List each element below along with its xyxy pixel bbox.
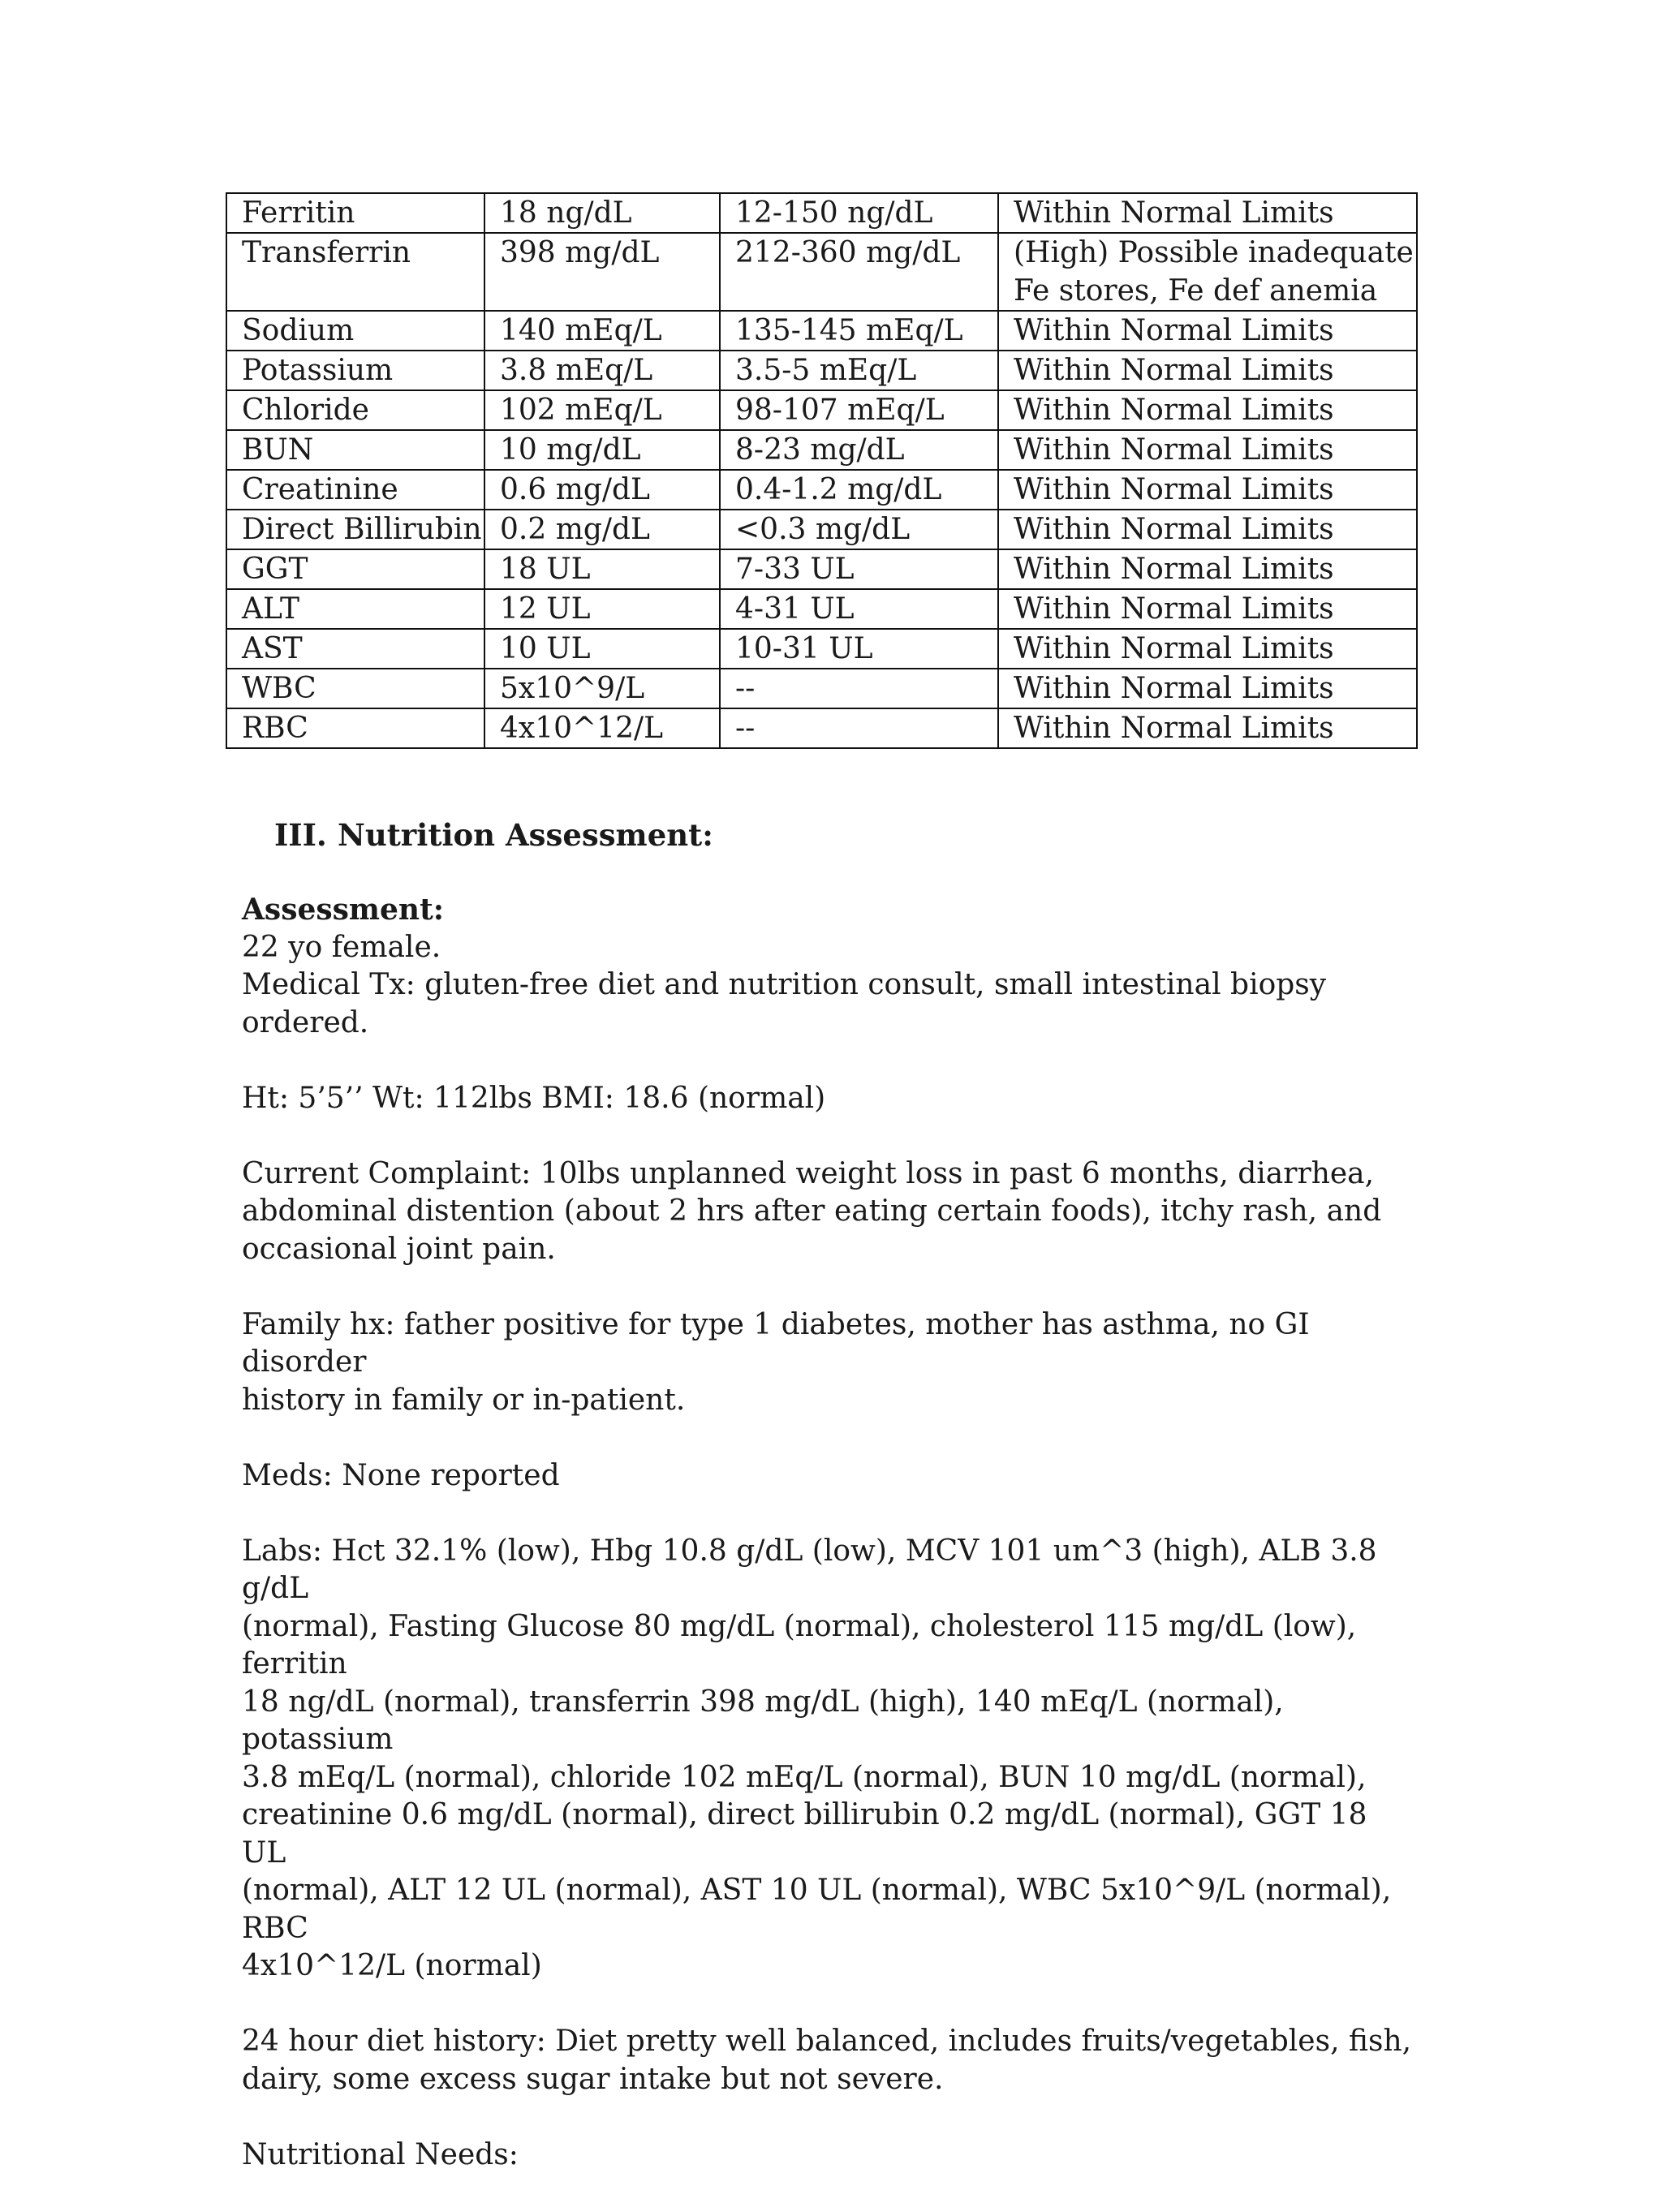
lab-name-cell: WBC	[226, 669, 484, 708]
lab-range-cell: <0.3 mg/dL	[720, 510, 998, 549]
anthropometrics-line: Ht: 5’5’’ Wt: 112lbs BMI: 18.6 (normal)	[242, 1081, 826, 1115]
lab-name-cell: ALT	[226, 589, 484, 629]
family-hx-line: Family hx: father positive for type 1 diabetes, mother has asthma, no GI disorder	[242, 1307, 1310, 1379]
lab-value-cell: 18 UL	[484, 549, 720, 589]
lab-range-cell: 135-145 mEq/L	[720, 311, 998, 351]
lab-name-cell: Creatinine	[226, 470, 484, 510]
assessment-body	[242, 891, 1419, 2212]
lab-value-cell: 140 mEq/L	[484, 311, 720, 351]
medical-tx-line: Medical Tx: gluten-free diet and nutrition consult, small intestinal biopsy ordered.	[242, 968, 1327, 1039]
labs-line: Labs: Hct 32.1% (low), Hbg 10.8 g/dL (low), MCV 101 um^3 (high), ALB 3.8 g/dL	[242, 1534, 1377, 1605]
lab-interpretation-cell: Within Normal Limits	[998, 669, 1417, 708]
lab-interpretation-cell: Within Normal Limits	[998, 193, 1417, 233]
lab-name-cell: Chloride	[226, 390, 484, 430]
lab-name-cell: AST	[226, 629, 484, 669]
lab-range-cell: --	[720, 708, 998, 748]
labs-line: 3.8 mEq/L (normal), chloride 102 mEq/L (normal), BUN 10 mg/dL (normal),	[242, 1760, 1367, 1794]
lab-value-cell: 10 UL	[484, 629, 720, 669]
meds-line: Meds: None reported	[242, 1458, 560, 1492]
lab-value-cell: 398 mg/dL	[484, 233, 720, 311]
lab-name-cell: Transferrin	[226, 233, 484, 311]
lab-range-cell: 0.4-1.2 mg/dL	[720, 470, 998, 510]
section-number: III.	[274, 817, 327, 853]
lab-value-cell: 4x10^12/L	[484, 708, 720, 748]
lab-value-cell: 5x10^9/L	[484, 669, 720, 708]
lab-range-cell: 10-31 UL	[720, 629, 998, 669]
lab-value-cell: 0.6 mg/dL	[484, 470, 720, 510]
lab-range-cell: 4-31 UL	[720, 589, 998, 629]
table-row	[226, 669, 1417, 708]
table-row	[226, 629, 1417, 669]
lab-interpretation-cell: Within Normal Limits	[998, 589, 1417, 629]
lab-value-cell: 0.2 mg/dL	[484, 510, 720, 549]
lab-value-cell: 18 ng/dL	[484, 193, 720, 233]
labs-paragraph	[242, 1533, 1419, 1986]
labs-line: 18 ng/dL (normal), transferrin 398 mg/dL (high), 140 mEq/L (normal), potassium	[242, 1685, 1284, 1756]
table-row	[226, 549, 1417, 589]
lab-name-cell: Direct Billirubin	[226, 510, 484, 549]
lab-range-cell: 212-360 mg/dL	[720, 233, 998, 311]
lab-interpretation-cell: (High) Possible inadequate Fe stores, Fe def anemia	[998, 233, 1417, 311]
diet-history-line: dairy, some excess sugar intake but not severe.	[242, 2062, 944, 2096]
nutritional-needs-line: Nutritional Needs:	[242, 2137, 519, 2171]
table-row	[226, 233, 1417, 311]
lab-range-cell: 98-107 mEq/L	[720, 390, 998, 430]
table-row	[226, 311, 1417, 351]
family-hx-line: history in family or in-patient.	[242, 1383, 686, 1417]
lab-name-cell: GGT	[226, 549, 484, 589]
section-heading	[274, 815, 713, 855]
table-row	[226, 351, 1417, 390]
lab-value-cell: 3.8 mEq/L	[484, 351, 720, 390]
lab-name-cell: Sodium	[226, 311, 484, 351]
lab-name-cell: BUN	[226, 430, 484, 470]
lab-range-cell: 7-33 UL	[720, 549, 998, 589]
diet-history-paragraph	[242, 2023, 1419, 2098]
lab-value-cell: 102 mEq/L	[484, 390, 720, 430]
lab-interpretation-cell: Within Normal Limits	[998, 311, 1417, 351]
lab-values-table	[226, 192, 1418, 749]
lab-interpretation-cell: Within Normal Limits	[998, 390, 1417, 430]
complaint-paragraph	[242, 1155, 1419, 1269]
assessment-heading: Assessment:	[242, 893, 444, 927]
patient-line: 22 yo female.	[242, 930, 441, 964]
lab-range-cell: 12-150 ng/dL	[720, 193, 998, 233]
table-row	[226, 193, 1417, 233]
labs-line: 4x10^12/L (normal)	[242, 1949, 542, 1982]
lab-interpretation-cell: Within Normal Limits	[998, 351, 1417, 390]
lab-value-cell: 10 mg/dL	[484, 430, 720, 470]
labs-line: creatinine 0.6 mg/dL (normal), direct billirubin 0.2 mg/dL (normal), GGT 18 UL	[242, 1798, 1367, 1870]
lab-range-cell: 8-23 mg/dL	[720, 430, 998, 470]
table-row	[226, 708, 1417, 748]
table-row	[226, 430, 1417, 470]
lab-interpretation-cell: Within Normal Limits	[998, 629, 1417, 669]
table-row	[226, 390, 1417, 430]
lab-name-cell: Ferritin	[226, 193, 484, 233]
lab-interpretation-cell: Within Normal Limits	[998, 708, 1417, 748]
lab-range-cell: 3.5-5 mEq/L	[720, 351, 998, 390]
lab-name-cell: RBC	[226, 708, 484, 748]
lab-name-cell: Potassium	[226, 351, 484, 390]
table-row	[226, 510, 1417, 549]
section-title: Nutrition Assessment:	[338, 817, 713, 853]
complaint-line: abdominal distention (about 2 hrs after eating certain foods), itchy rash, and	[242, 1194, 1382, 1228]
labs-line: (normal), Fasting Glucose 80 mg/dL (normal), cholesterol 115 mg/dL (low), ferritin	[242, 1609, 1357, 1681]
table-row	[226, 470, 1417, 510]
diet-history-line: 24 hour diet history: Diet pretty well balanced, includes fruits/vegetables, fish,	[242, 2025, 1412, 2058]
family-hx-paragraph	[242, 1306, 1419, 1420]
complaint-line: occasional joint pain.	[242, 1232, 556, 1266]
lab-interpretation-cell: Within Normal Limits	[998, 430, 1417, 470]
lab-interpretation-cell: Within Normal Limits	[998, 470, 1417, 510]
lab-interpretation-cell: Within Normal Limits	[998, 510, 1417, 549]
table-row	[226, 589, 1417, 629]
lab-value-cell: 12 UL	[484, 589, 720, 629]
labs-line: (normal), ALT 12 UL (normal), AST 10 UL (normal), WBC 5x10^9/L (normal), RBC	[242, 1874, 1392, 1945]
lab-interpretation-cell: Within Normal Limits	[998, 549, 1417, 589]
complaint-line: Current Complaint: 10lbs unplanned weight loss in past 6 months, diarrhea,	[242, 1156, 1375, 1190]
lab-range-cell: --	[720, 669, 998, 708]
